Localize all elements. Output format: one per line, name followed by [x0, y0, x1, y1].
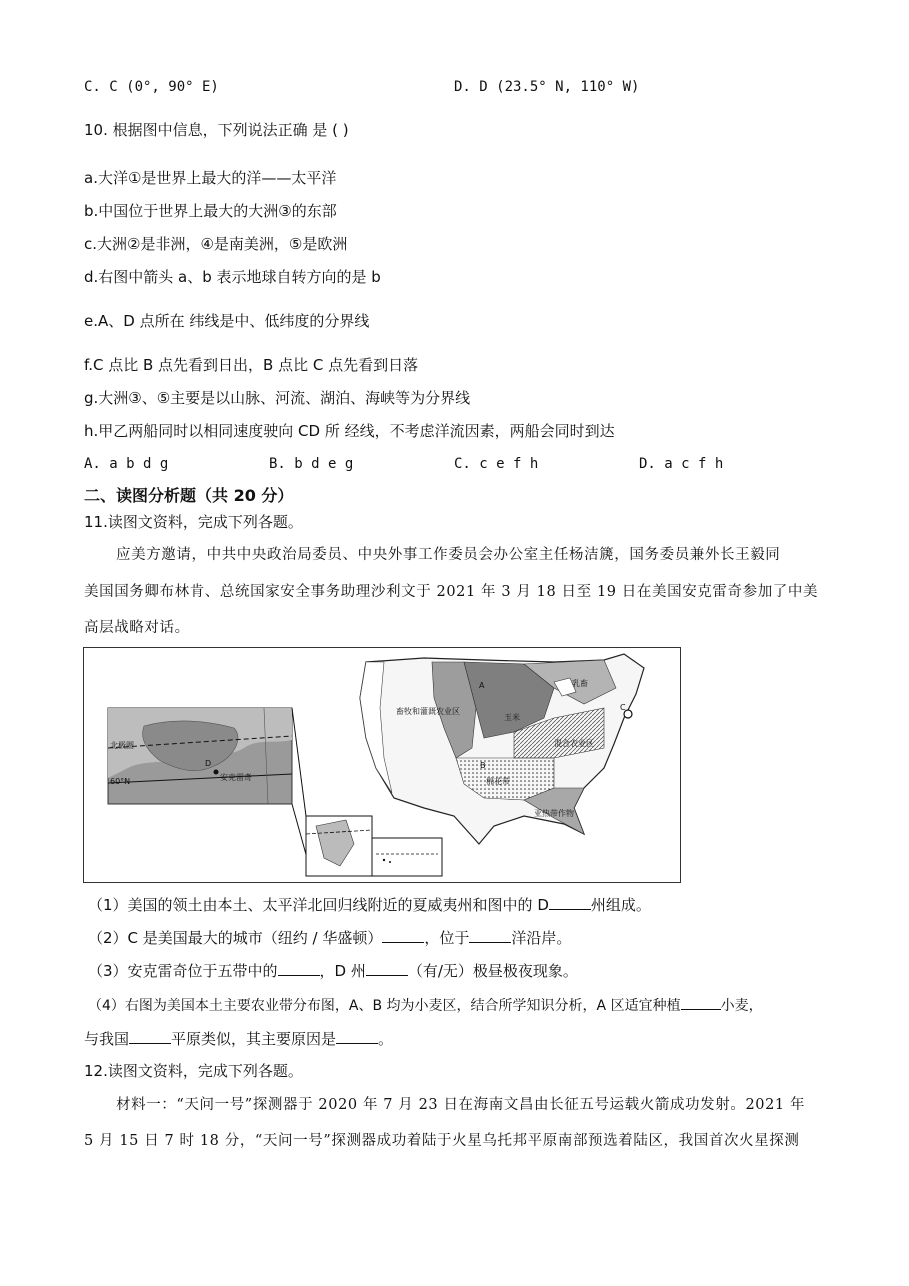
answer-blank[interactable] — [681, 994, 721, 1010]
label-cotton: 棉花带 — [486, 777, 510, 786]
q11-sub-3 — [88, 960, 578, 981]
q11-sub-4-suffix: 小麦， — [720, 998, 763, 1014]
choice-d: D. a c f h — [639, 456, 724, 472]
q12-material-line-1: 材料一：“天问一号”探测器于 2020 年 7 月 23 日在海南文昌由长征五号运载火箭成功发射。2021 年 — [116, 1097, 806, 1113]
q11-sub-1 — [88, 894, 651, 915]
q11-sub-3-suffix: （有/无）极昼极夜现象。 — [407, 962, 578, 980]
label-mixed: 混合农业区 — [554, 739, 594, 748]
usa-agriculture-map — [360, 654, 644, 844]
answer-blank[interactable] — [366, 960, 408, 976]
answer-blank[interactable] — [278, 960, 320, 976]
label-d: D — [205, 759, 212, 768]
q11-material-line-1: 应美方邀请，中共中央政治局委员、中央外事工作委员会办公室主任杨洁篪，国务委员兼外长王毅同 — [116, 547, 781, 563]
question-11-stem: 11.读图文资料，完成下列各题。 — [84, 513, 303, 531]
statement-f: f.C 点比 B 点先看到日出，B 点比 C 点先看到日落 — [84, 356, 419, 374]
alaska-inset — [108, 708, 292, 804]
label-a: A — [479, 681, 485, 690]
statement-d: d.右图中箭头 a、b 表示地球自转方向的是 b — [84, 268, 381, 286]
answer-blank[interactable] — [549, 894, 591, 910]
answer-blank[interactable] — [469, 927, 511, 943]
statement-b: b.中国位于世界上最大的大洲③的东部 — [84, 202, 337, 220]
q11-sub-4 — [88, 994, 763, 1016]
choice-b: B. b d e g — [269, 456, 354, 472]
statement-c: c.大洲②是非洲，④是南美洲，⑤是欧洲 — [84, 235, 348, 253]
q11-material-line-3: 高层战略对话。 — [84, 620, 190, 636]
statement-h: h.甲乙两船同时以相同速度驶向 CD 所 经线，不考虑洋流因素，两船会同时到达 — [84, 422, 615, 440]
label-b: B — [480, 761, 486, 770]
question-10-stem: 10. 根据图中信息，下列说法正确 是 ( ) — [84, 121, 349, 139]
q11-sub-4-cont-suffix: 。 — [378, 1030, 394, 1048]
label-anchorage: 安克雷奇 — [220, 773, 252, 782]
overview-inset — [306, 816, 442, 876]
label-dairy: 乳畜 — [572, 679, 588, 688]
choice-c: C. c e f h — [454, 456, 539, 472]
q11-sub-2-mid: ，位于 — [424, 929, 470, 947]
q11-sub-4-cont — [84, 1028, 393, 1049]
label-c: C — [620, 703, 626, 712]
q11-sub-4-cont-mid: 平原类似，其主要原因是 — [171, 1030, 337, 1048]
map-figure — [83, 647, 681, 883]
q11-sub-2-suffix: 洋沿岸。 — [511, 929, 572, 947]
section-title: 二、读图分析题（共 20 分） — [84, 486, 294, 505]
question-12-stem: 12.读图文资料，完成下列各题。 — [84, 1062, 303, 1080]
choice-a: A. a b d g — [84, 456, 169, 472]
statement-a: a.大洋①是世界上最大的洋——太平洋 — [84, 169, 337, 187]
q12-material-line-2: 5 月 15 日 7 时 18 分，“天问一号”探测器成功着陆于火星乌托邦平原南部预选着陆区，我国首次火星探测 — [84, 1133, 800, 1149]
label-corn: 玉米 — [504, 713, 520, 722]
answer-blank[interactable] — [382, 927, 424, 943]
option-d: D. D (23.5° N, 110° W) — [454, 79, 640, 95]
q11-sub-2 — [88, 927, 571, 948]
connector-line — [292, 708, 306, 816]
q11-sub-4-cont-text: 与我国 — [84, 1030, 130, 1048]
statement-g: g.大洲③、⑤主要是以山脉、河流、湖泊、海峡等为分界线 — [84, 389, 471, 407]
option-c: C. C (0°, 90° E) — [84, 79, 219, 95]
label-coast: 亚热带作物 — [534, 809, 574, 818]
q11-sub-4-text: （4）右图为美国本土主要农业带分布图，A、B 均为小麦区，结合所学知识分析，A 区适宜种植 — [88, 998, 681, 1014]
q11-sub-1-suffix: 州组成。 — [590, 896, 651, 914]
label-north-pole: 北极圈 — [110, 741, 134, 750]
q11-sub-2-text: （2）C 是美国最大的城市（纽约 / 华盛顿） — [88, 929, 383, 947]
q11-sub-3-text: （3）安克雷奇位于五带中的 — [88, 962, 278, 980]
statement-e: e.A、D 点所在 纬线是中、低纬度的分界线 — [84, 312, 370, 330]
map-illustration — [84, 648, 680, 882]
label-ranch: 畜牧和灌溉农业区 — [396, 707, 460, 716]
anchorage-dot — [214, 770, 219, 775]
q11-sub-1-text: （1）美国的领土由本土、太平洋北回归线附近的夏威夷州和图中的 D — [88, 896, 549, 914]
label-lat60: 60°N — [110, 777, 131, 786]
answer-blank[interactable] — [129, 1028, 171, 1044]
q11-sub-3-mid: ，D 州 — [319, 962, 366, 980]
q11-material-line-2: 美国国务卿布林肯、总统国家安全事务助理沙利文于 2021 年 3 月 18 日至 19 日在美国安克雷奇参加了中美 — [84, 584, 819, 600]
answer-blank[interactable] — [336, 1028, 378, 1044]
